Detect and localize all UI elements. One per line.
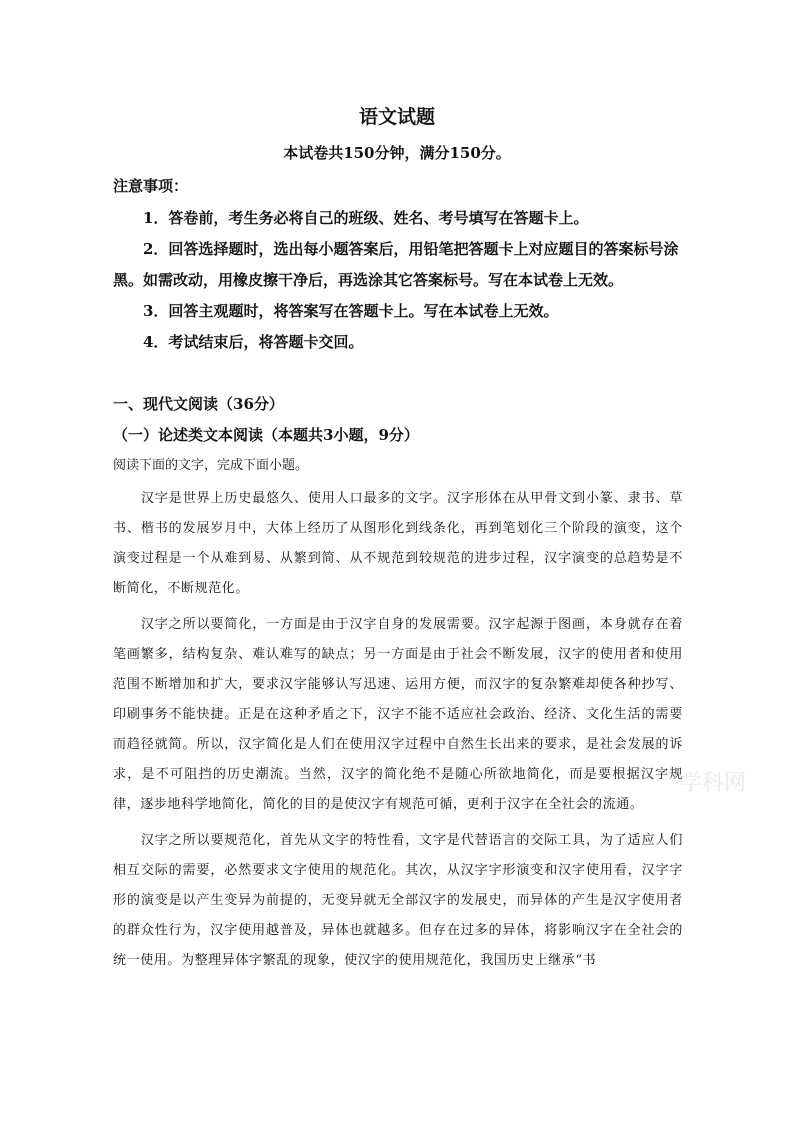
exam-duration-note: 本试卷共150分钟，满分150分。: [283, 144, 511, 162]
passage-paragraph: 汉字之所以要简化，一方面是由于汉字自身的发展需要。汉字起源于图画，本身就存在着笔画繁多，结构复杂、难认难写的缺点；另一方面是由于社会不断发展，汉字的使用者和使用范围不断增加和扩大，要求汉字能够认写迅速、运用方便，而汉字的复杂繁难却使各种抄写、印刷事务不能快捷。正是在这种矛盾之下，汉字不能不适应社会政治、经济、文化生活的需要而趋径就简。所以，汉字简化是人们在使用汉字过程中自然生长出来的要求，是社会发展的诉求，是不可阻挡的历史潮流。当然，汉字的简化绝不是随心所欲地简化，而是要根据汉字规律，逐步地科学地简化，简化的目的是使汉字有规范可循，更利于汉字在全社会的流通。: [113, 617, 683, 812]
notice-item: 2．回答选择题时，选出每小题答案后，用铅笔把答题卡上对应题目的答案标号涂黑。如需改动，用橡皮擦干净后，再选涂其它答案标号。写在本试卷上无效。: [113, 240, 679, 289]
passage-paragraph: 汉字之所以要规范化，首先从文字的特性看，文字是代替语言的交际工具，为了适应人们相互交际的需要，必然要求文字使用的规范化。其次，从汉字字形演变和汉字使用看，汉字字形的演变是以产生变异为前提的，无变异就无全部汉字的发展史，而异体的产生是汉字使用者的群众性行为，汉字使用越普及，异体也就越多。但存在过多的异体，将影响汉字在全社会的统一使用。为整理异体字繁乱的现象，使汉字的使用规范化，我国历史上继承“书: [113, 833, 683, 968]
notice-list: [113, 203, 683, 358]
reading-passage: [113, 484, 683, 982]
page-title: 语文试题: [358, 106, 435, 128]
notice-heading: 注意事项：: [113, 177, 189, 195]
passage-paragraph: 汉字是世界上历史最悠久、使用人口最多的文字。汉字形体在从甲骨文到小篆、隶书、草书、楷书的发展岁月中，大体上经历了从图形化到线条化，再到笔划化三个阶段的演变，这个演变过程是一个从难到易、从繁到简、从不规范到较规范的进步过程，汉字演变的总趋势是不断简化，不断规范化。: [113, 491, 683, 596]
notice-item: 4．考试结束后，将答题卡交回。: [143, 333, 364, 351]
reading-instruction: 阅读下面的文字，完成下面小题。: [113, 458, 309, 473]
subsection-heading: （一）论述类文本阅读（本题共3小题，9分）: [113, 426, 419, 444]
section-heading: 一、现代文阅读（36分）: [113, 395, 284, 413]
watermark: 学科网: [680, 771, 747, 796]
notice-item: 3．回答主观题时，将答案写在答题卡上。写在本试卷上无效。: [143, 302, 559, 320]
notice-item: 1．答卷前，考生务必将自己的班级、姓名、考号填写在答题卡上。: [143, 209, 589, 227]
